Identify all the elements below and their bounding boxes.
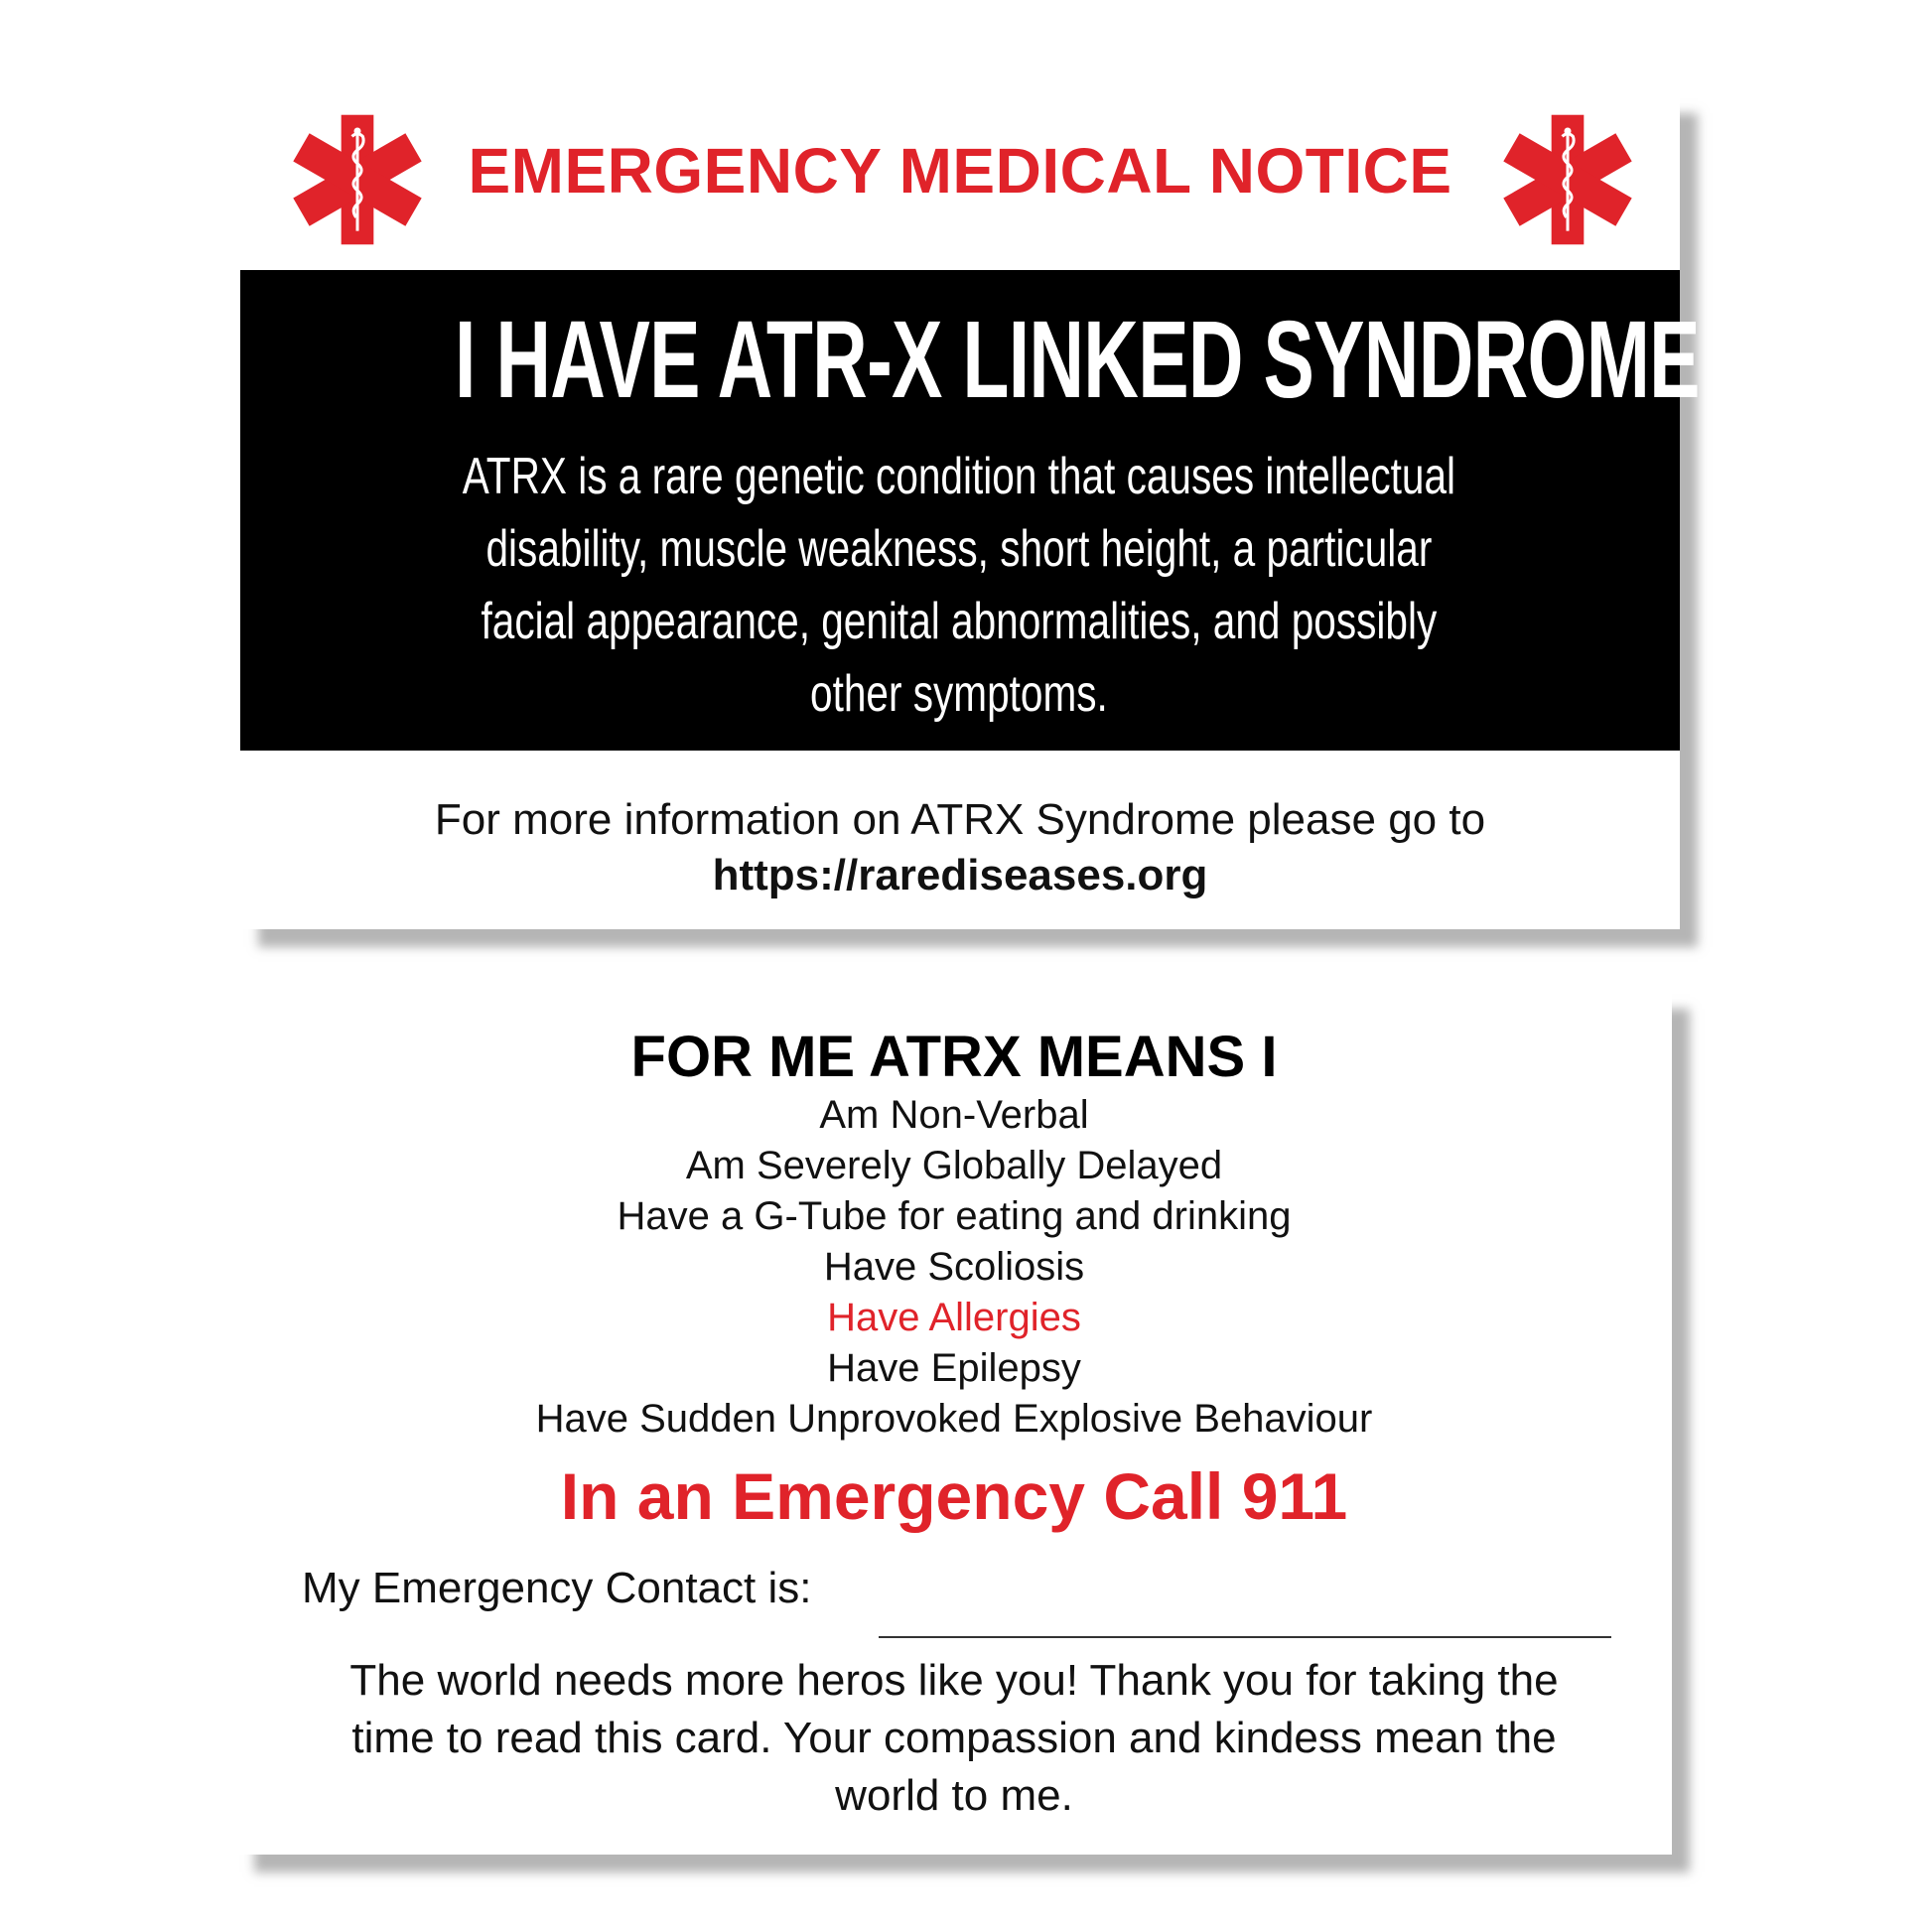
more-info-text: For more information on ATRX Syndrome please go to <box>434 795 1486 844</box>
emergency-call-text: In an Emergency Call 911 <box>560 1459 1348 1533</box>
description-line: facial appearance, genital abnormalities, and possibly <box>481 593 1438 650</box>
list-item-allergies: Have Allergies <box>827 1296 1081 1339</box>
list-item: Am Severely Globally Delayed <box>685 1144 1223 1187</box>
list-item: Have Epilepsy <box>827 1346 1081 1390</box>
card-header <box>240 95 1680 270</box>
medical-card-front <box>240 95 1700 929</box>
thank-you-line: The world needs more heros like you! Thank you for taking the <box>349 1656 1559 1705</box>
list-item: Am Non-Verbal <box>819 1093 1089 1137</box>
thank-you-message <box>276 1652 1632 1825</box>
emergency-contact-label: My Emergency Contact is: <box>302 1564 812 1612</box>
description-line: disability, muscle weakness, short height, a particular <box>485 520 1433 578</box>
means-heading: FOR ME ATRX MEANS I <box>630 1025 1278 1089</box>
condition-headline: I HAVE ATR-X LINKED SYNDROME <box>455 299 1700 421</box>
list-item: Have Sudden Unprovoked Explosive Behaviour <box>535 1397 1373 1441</box>
condition-description <box>240 441 1680 731</box>
star-of-life-icon <box>1500 110 1635 249</box>
notice-title: EMERGENCY MEDICAL NOTICE <box>468 135 1452 207</box>
thank-you-line: world to me. <box>835 1771 1073 1820</box>
list-item: Have a G-Tube for eating and drinking <box>617 1194 1292 1238</box>
description-line: other symptoms. <box>810 665 1108 723</box>
thank-you-line: time to read this card. Your compassion and kindess mean the <box>351 1714 1557 1762</box>
description-line: ATRX is a rare genetic condition that causes intellectual <box>462 448 1456 505</box>
means-list <box>236 1090 1672 1445</box>
emergency-contact-blank-line <box>879 1636 1611 1638</box>
more-info-url: https://rarediseases.org <box>712 851 1208 899</box>
medical-card-back <box>236 991 1672 1855</box>
condition-band <box>240 270 1700 751</box>
list-item: Have Scoliosis <box>823 1245 1085 1289</box>
